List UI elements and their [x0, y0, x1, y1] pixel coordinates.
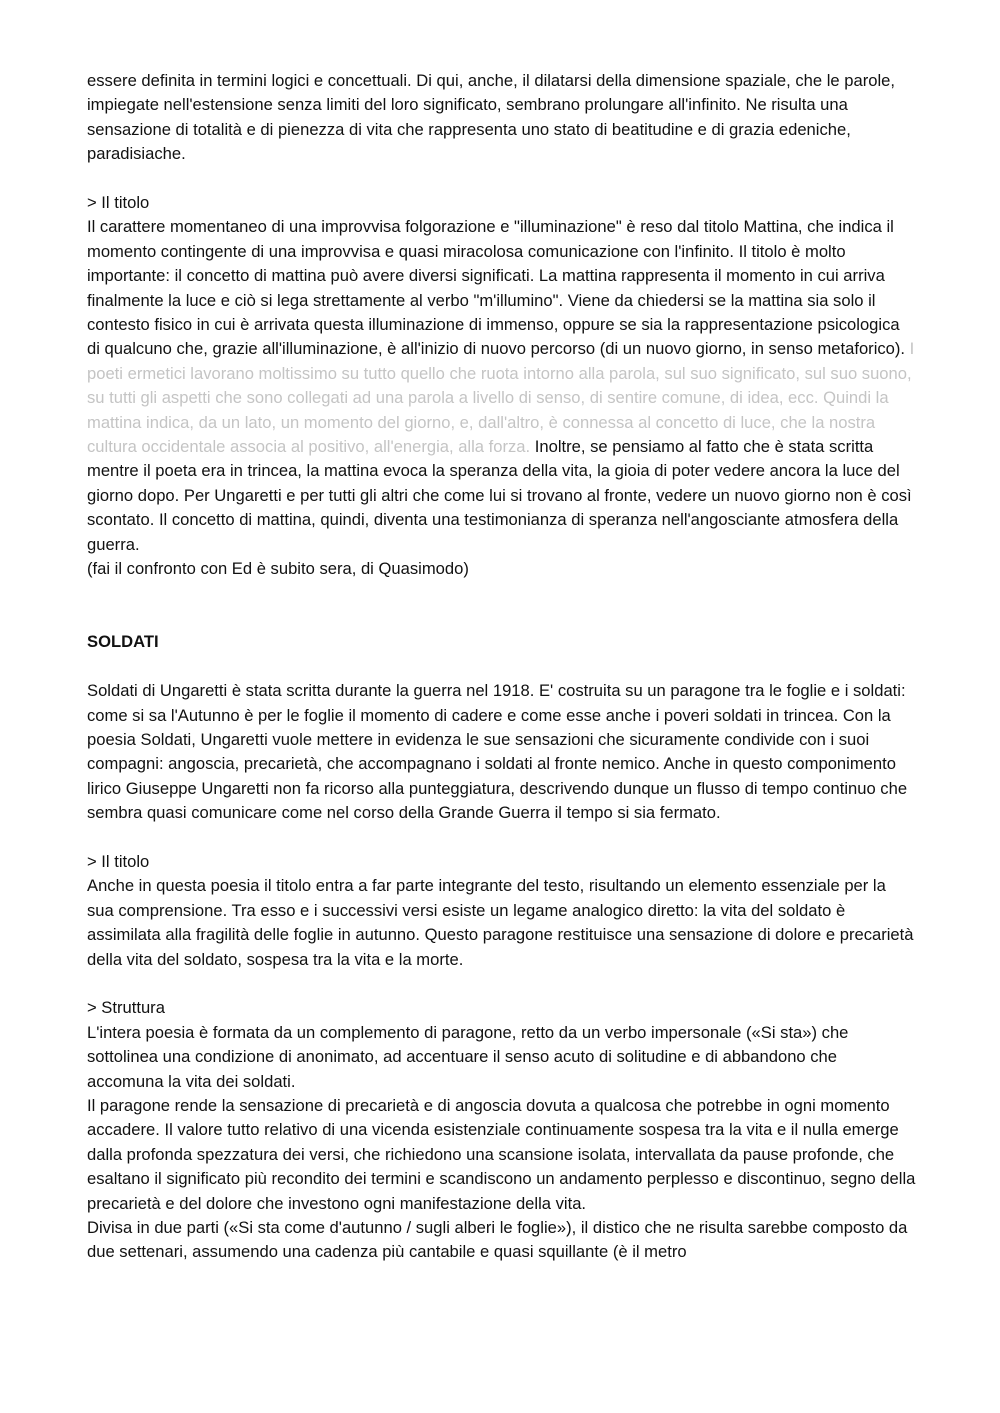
document-page — [87, 69, 917, 1265]
soldati-titolo-paragraph: Anche in questa poesia il titolo entra a far parte integrante del testo, risultando un elemento essenziale per la sua comprensione. Tra esso e i successivi versi esiste un legame analogico diretto: la vita del soldato è assimilata alla fragilità delle foglie in autunno. Questo paragone restituisce una sensazione di dolore e precarietà della vita del soldato, sospesa tra la vita e la morte. — [87, 876, 914, 969]
spacer — [87, 655, 917, 679]
mattina-titolo-faded-text: I poeti ermetici lavorano moltissimo su tutto quello che ruota intorno alla parola, sul suo significato, sul suo suono, su tutti gli aspetti che sono collegati ad una parola a livello di senso, di sentire comune, di idea, ecc. Quindi la mattina indica, da un lato, un momento del giorno, e, dall'altro, è connessa al concetto di luce, che la nostra cultura occidentale associa al positivo, all'energia, alla forza. — [87, 339, 915, 457]
soldati-struttura-paragraph-2: Il paragone rende la sensazione di precarietà e di angoscia dovuta a qualcosa che potrebbe in ogni momento accadere. Il valore tutto relativo di una vicenda esistenziale continuamente sospesa tra la vita e il nulla emerge dalla profonda spezzatura dei versi, che richiedono una scansione isolata, intervallata da pause profonde, che esaltano il significato più recondito dei termini e scandiscono un andamento perplesso e discontinuo, segno della precarietà e del dolore che investono ogni manifestazione della vita. — [87, 1095, 916, 1213]
soldati-intro-paragraph: Soldati di Ungaretti è stata scritta durante la guerra nel 1918. E' costruita su un paragone tra le foglie e i soldati: come si sa l'Autunno è per le foglie il momento di cadere e come esse anche i poveri soldati in trincea. Con la poesia Soldati, Ungaretti vuole mettere in evidenza le sue sensazioni che sicuramente condivide con i suoi compagni: angoscia, precarietà, che accompagnano i soldati al fronte nemico. Anche in questo componimento lirico Giuseppe Ungaretti non fa ricorso alla punteggiatura, descrivendo dunque un flusso di tempo continuo che sembra quasi comunicare come nel corso della Grande Guerra il tempo si sia fermato. — [87, 681, 908, 823]
soldati-title: SOLDATI — [87, 632, 159, 652]
mattina-titolo-heading: > Il titolo — [87, 193, 150, 213]
spacer — [87, 972, 917, 996]
soldati-titolo-heading: > Il titolo — [87, 851, 150, 871]
mattina-titolo-paragraph — [87, 215, 917, 557]
spacer — [87, 167, 917, 191]
soldati-struttura-heading: > Struttura — [87, 998, 165, 1018]
spacer — [87, 826, 917, 850]
mattina-titolo-text: Il carattere momentaneo di una improvvisa folgorazione e "illuminazione" è reso dal titolo Mattina, che indica il momento contingente di una improvvisa e quasi miracolosa comunicazione con l'infinito. Il titolo è molto importante: il concetto di mattina può avere diversi significati. La mattina rappresenta il momento in cui arriva finalmente la luce e ciò si lega strettamente al verbo "m'illumino". Viene da chiedersi se la mattina sia solo il contesto fisico in cui è arrivata questa illuminazione di immenso, oppure se sia la rappresentazione psicologica di qualcuno che, grazie all'illuminazione, è all'inizio di nuovo percorso (di un nuovo giorno, in senso metaforico). — [87, 217, 910, 359]
intro-paragraph: essere definita in termini logici e concettuali. Di qui, anche, il dilatarsi della dimensione spaziale, che le parole, impiegate nell'estensione senza limiti del loro significato, sembrano prolungare all'infinito. Ne risulta una sensazione di totalità e di pienezza di vita che rappresenta uno stato di beatitudine e di grazia edeniche, paradisiache. — [87, 71, 895, 164]
soldati-struttura-paragraph-3: Divisa in due parti («Si sta come d'autunno / sugli alberi le foglie»), il distico che ne risulta sarebbe composto da due settenari, assumendo una cadenza più cantabile e quasi squillante (è il metro — [87, 1218, 908, 1262]
soldati-struttura-paragraph-1: L'intera poesia è formata da un complemento di paragone, retto da un verbo impersonale («Si sta») che sottolinea una condizione di anonimato, ad accentuare il senso acuto di solitudine e di abbandono che accomuna la vita dei soldati. — [87, 1022, 849, 1091]
spacer — [87, 582, 917, 631]
mattina-note: (fai il confronto con Ed è subito sera, di Quasimodo) — [87, 559, 469, 579]
mattina-titolo-text-after: Inoltre, se pensiamo al fatto che è stata scritta mentre il poeta era in trincea, la mattina evoca la speranza della vita, la gioia di poter vedere ancora la luce del giorno dopo. Per Ungaretti e per tutti gli altri che come lui si trovano al fronte, vedere un nuovo giorno non è così scontato. Il concetto di mattina, quindi, diventa una testimonianza di speranza nell'angosciante atmosfera della guerra. — [87, 437, 912, 554]
